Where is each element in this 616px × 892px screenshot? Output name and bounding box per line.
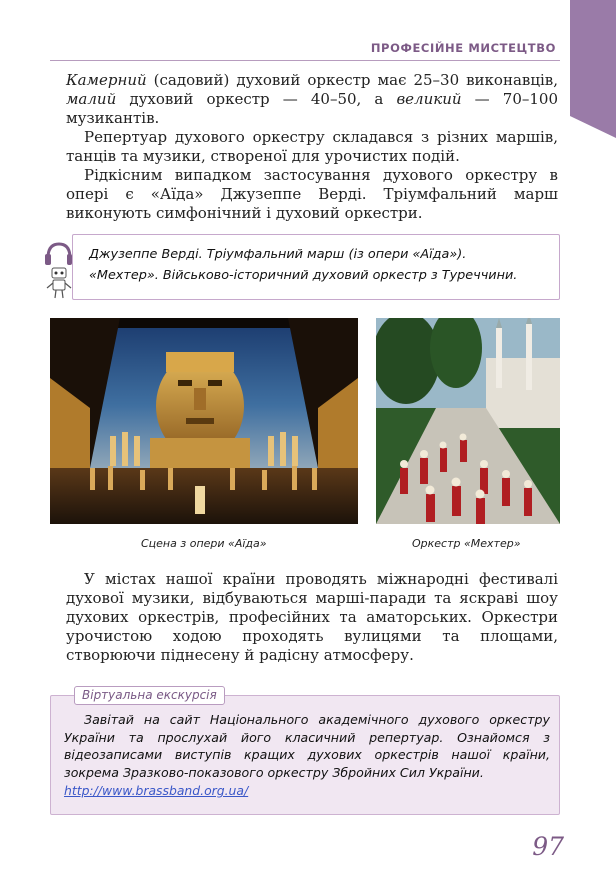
listening-item-mehter: «Мехтер». Військово-історичний духовий оркестр з Туреччини. (89, 268, 518, 283)
page-number: 97 (532, 832, 564, 861)
festival-text (66, 570, 558, 665)
mehter-photo-caption: Оркестр «Мехтер» (412, 537, 521, 550)
section-header-title: ПРОФЕСІЙНЕ МИСТЕЦТВО (370, 41, 556, 55)
paragraph-aida: Рідкісним випадком застосування духового оркестру в опері є «Аїда» Джузеппе Верді. Тріумфальний марш виконують симфонічний і духовий оркестри. (66, 166, 558, 222)
brassband-site-link[interactable]: http://www.brassband.org.ua/ (64, 783, 249, 798)
paragraph-repertoire: Репертуар духового оркестру складався з різних маршів, танців та музики, створеної для урочистих подій. (66, 128, 558, 165)
corner-tab-decoration (570, 0, 616, 138)
term-small: малий (66, 90, 117, 108)
virtual-tour-label: Віртуальна екскурсія (74, 686, 225, 705)
aida-photo-caption: Сцена з опери «Аїда» (141, 537, 267, 550)
aida-scene-photo (50, 318, 358, 524)
virtual-tour-content (64, 711, 550, 800)
headphones-robot-icon (42, 238, 72, 302)
mehter-orchestra-photo (376, 318, 560, 524)
intro-text (66, 71, 558, 223)
paragraph-orchestra-sizes: Камерний (садовий) духовий оркестр має 25–30 виконавців, малий духовий оркестр — 40–50, а великий — 70–100 музикантів. (66, 71, 558, 127)
virtual-tour-text: Завітай на сайт Національного академічного духового оркестру України та прослухай його класичний репертуар. Ознайомся з відеозаписами виступів кращих духових оркестрів нашої країни, зокрема Зразково-показового оркестру Збройних Сил України. (64, 712, 550, 780)
paragraph-festivals: У містах нашої країни проводять міжнародні фестивалі духової музики, відбуваються марші-паради та яскраві шоу духових оркестрів, професійних та аматорських. Оркестри урочистою ходою проходять вулицями та площами, створюючи піднесену й радісну атмосферу. (66, 570, 558, 664)
term-large: великий (396, 90, 462, 108)
header-divider (50, 60, 560, 61)
term-chamber: Камерний (66, 71, 147, 89)
listening-item-triumphal-march: Джузеппе Верді. Тріумфальний марш (із опери «Аїда»). (89, 247, 467, 262)
listening-box (72, 234, 560, 300)
